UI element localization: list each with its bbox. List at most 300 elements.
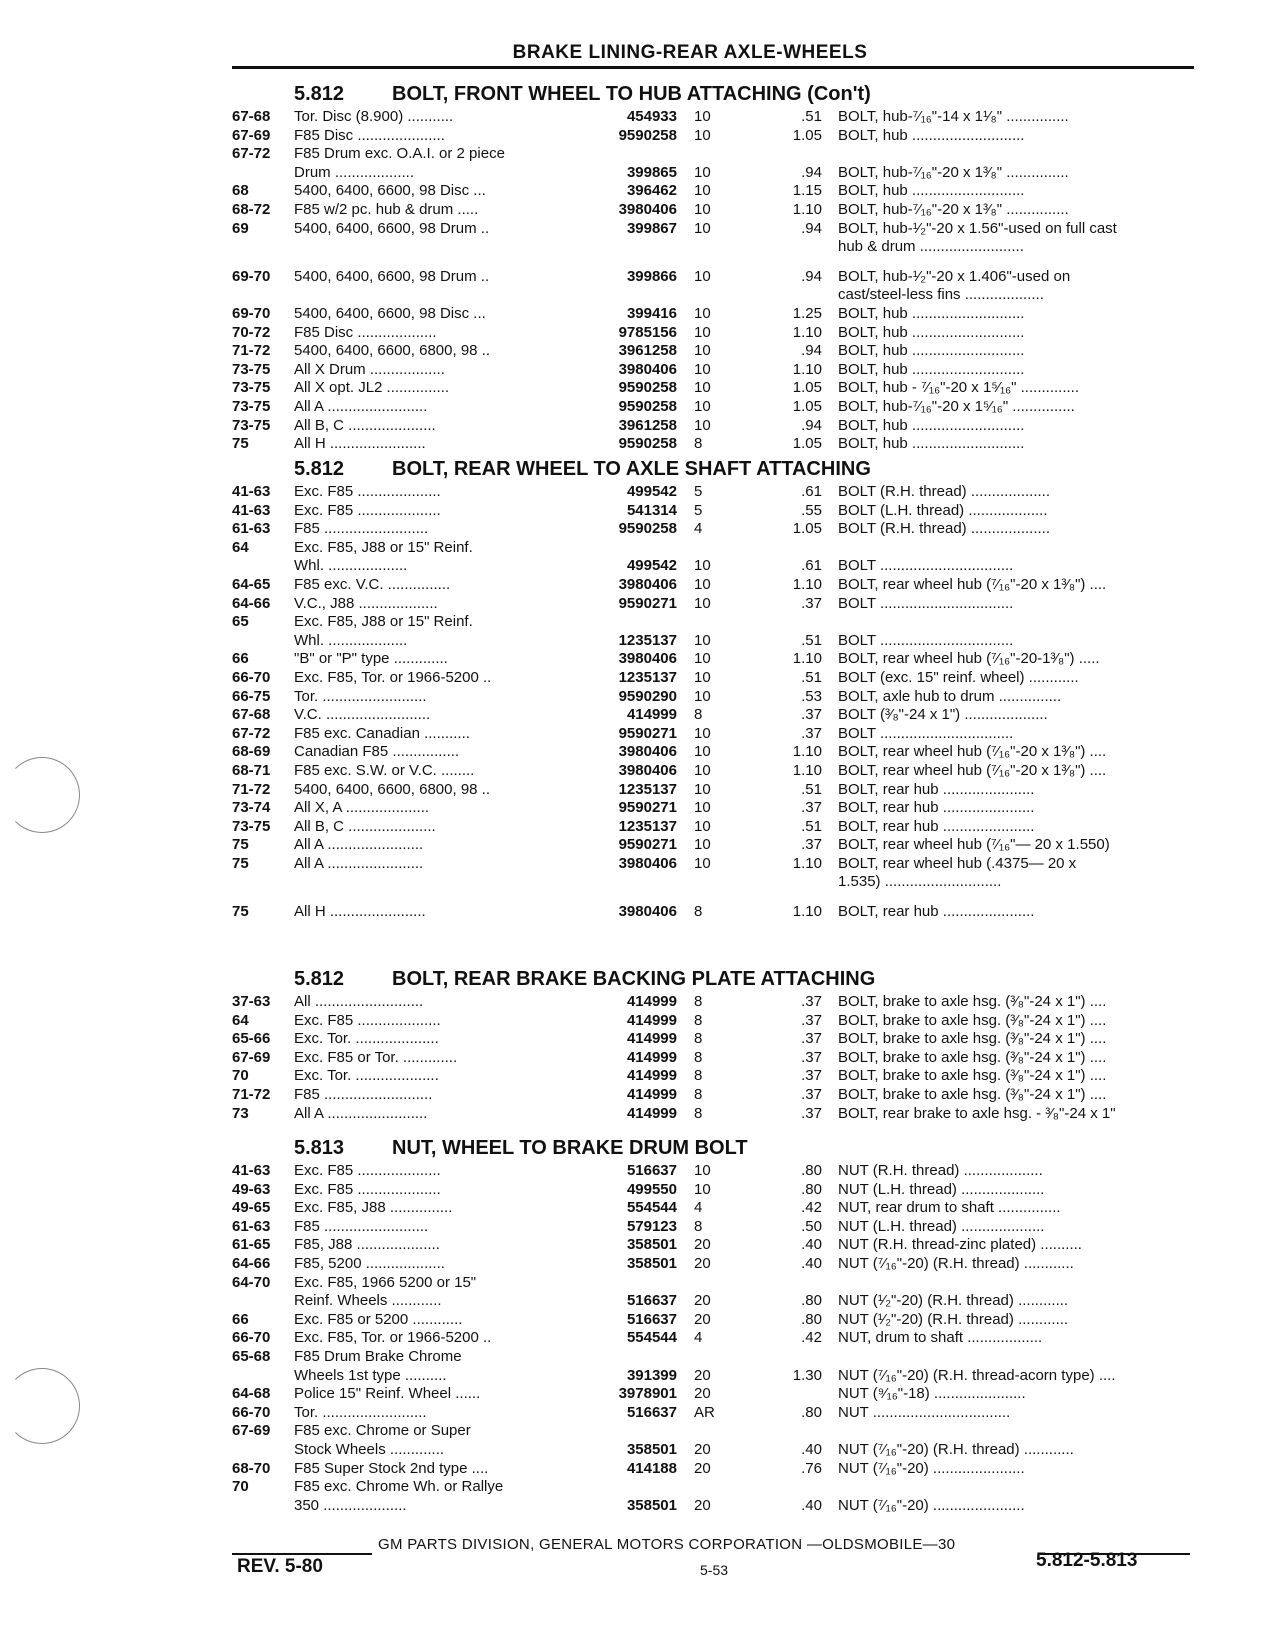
description-cell: BOLT, rear wheel hub (⁷⁄₁₆"-20 x 1³⁄₈") .... <box>838 743 1107 761</box>
part-number-cell: 399416 <box>626 304 677 322</box>
table-row <box>232 1105 1192 1124</box>
model-cell: Exc. Tor. .................... <box>294 1067 439 1085</box>
model-cell: All B, C ..................... <box>294 416 436 434</box>
year-cell: 67-69 <box>232 1048 271 1066</box>
table-row <box>232 1030 1192 1049</box>
year-cell: 41-63 <box>232 1162 271 1179</box>
description-cell: BOLT, hub ........................... <box>838 435 1025 453</box>
model-cell: F85 ......................... <box>294 520 429 538</box>
price-cell: .40 <box>801 1236 822 1254</box>
year-cell: 73-74 <box>232 799 271 817</box>
section-heading <box>232 1134 1192 1162</box>
price-cell: 1.30 <box>792 1366 822 1384</box>
description-cell: BOLT, brake to axle hsg. (³⁄₈"-24 x 1") .... <box>838 1030 1107 1048</box>
description-cell: BOLT, hub ........................... <box>838 416 1025 434</box>
description-cell: BOLT ................................ <box>838 724 1014 742</box>
year-cell: 68-71 <box>232 761 271 779</box>
table-row <box>232 182 1192 201</box>
model-cell: Exc. F85, J88 or 15" Reinf. <box>294 538 473 556</box>
table-row <box>232 1199 1192 1218</box>
price-cell: .37 <box>801 1067 822 1085</box>
price-cell: .37 <box>801 1104 822 1122</box>
description-cell: BOLT, axle hub to drum ............... <box>838 687 1062 705</box>
model-cell: 350 .................... <box>294 1496 407 1514</box>
year-cell: 69-70 <box>232 267 271 285</box>
year-cell: 64 <box>232 1011 249 1029</box>
year-cell: 73-75 <box>232 416 271 434</box>
table-row <box>232 743 1192 762</box>
part-number-cell: 9590290 <box>618 687 677 705</box>
table-row <box>232 127 1192 146</box>
punch-hole-mark <box>4 757 80 833</box>
description-cell: BOLT, hub ........................... <box>838 323 1025 341</box>
description-cell: BOLT, hub-⁷⁄₁₆"-14 x 1¹⁄₈" ............... <box>838 108 1069 125</box>
quantity-cell: 8 <box>694 1030 703 1048</box>
year-cell: 69 <box>232 219 249 237</box>
year-cell: 66-70 <box>232 1329 271 1347</box>
year-cell: 75 <box>232 903 249 921</box>
part-number-cell: 1235137 <box>618 817 677 835</box>
table-row <box>232 1086 1192 1105</box>
price-cell: .42 <box>801 1329 822 1347</box>
model-cell: Exc. F85 .................... <box>294 1162 441 1179</box>
section-heading <box>232 965 1192 993</box>
quantity-cell: 5 <box>694 483 703 500</box>
model-cell: F85 Drum Brake Chrome <box>294 1347 462 1365</box>
year-cell: 65-66 <box>232 1030 271 1048</box>
quantity-cell: 10 <box>694 108 711 125</box>
quantity-cell: 10 <box>694 1162 711 1179</box>
description-cell: NUT, drum to shaft .................. <box>838 1329 1043 1347</box>
section-title: BOLT, FRONT WHEEL TO HUB ATTACHING (Con't) <box>392 83 871 105</box>
year-cell: 61-63 <box>232 1217 271 1235</box>
quantity-cell: 10 <box>694 323 711 341</box>
model-cell: Exc. F85 or 5200 ............ <box>294 1310 463 1328</box>
part-number-cell: 358501 <box>626 1254 677 1272</box>
price-cell: 1.05 <box>792 520 822 538</box>
description-cell: BOLT ................................ <box>838 594 1014 612</box>
part-number-cell: 358501 <box>626 1236 677 1254</box>
section-wheel-nut <box>232 1134 1192 1515</box>
price-cell: .94 <box>801 267 822 285</box>
quantity-cell: 8 <box>694 1104 703 1122</box>
model-cell: Exc. F85, Tor. or 1966-5200 .. <box>294 1329 492 1347</box>
price-cell: .80 <box>801 1162 822 1179</box>
section-heading <box>232 80 1192 108</box>
quantity-cell: 10 <box>694 817 711 835</box>
quantity-cell: 10 <box>694 724 711 742</box>
year-cell: 73-75 <box>232 817 271 835</box>
table-row <box>232 632 1192 651</box>
table-row <box>232 520 1192 539</box>
table-row <box>232 502 1192 521</box>
description-cell: BOLT, hub ........................... <box>838 126 1025 144</box>
price-cell: .37 <box>801 1048 822 1066</box>
price-cell: 1.10 <box>792 360 822 378</box>
description-cell: BOLT, hub - ⁷⁄₁₆"-20 x 1⁵⁄₁₆" .............. <box>838 379 1079 397</box>
price-cell: .80 <box>801 1292 822 1310</box>
price-cell: .94 <box>801 163 822 181</box>
year-cell: 75 <box>232 854 249 872</box>
year-cell: 64-66 <box>232 594 271 612</box>
year-cell: 68 <box>232 182 249 200</box>
table-row <box>232 1236 1192 1255</box>
model-cell: Stock Wheels ............. <box>294 1440 445 1458</box>
part-number-cell: 1235137 <box>618 668 677 686</box>
description-cell: NUT (L.H. thread) .................... <box>838 1217 1045 1235</box>
quantity-cell: 10 <box>694 836 711 854</box>
quantity-cell: 8 <box>694 1217 703 1235</box>
part-number-cell: 414999 <box>626 706 677 724</box>
description-cell: BOLT (³⁄₈"-24 x 1") .................... <box>838 706 1048 724</box>
price-cell: 1.25 <box>792 304 822 322</box>
table-row <box>232 145 1192 164</box>
model-cell: "B" or "P" type ............. <box>294 650 448 668</box>
description-cell: NUT ................................. <box>838 1403 1011 1421</box>
section-front-wheel-bolt <box>232 80 1192 454</box>
part-number-cell: 1235137 <box>618 631 677 649</box>
model-cell: Police 15" Reinf. Wheel ...... <box>294 1385 481 1403</box>
description-cell: 1.535) ............................ <box>838 873 1002 891</box>
year-cell: 64-66 <box>232 1254 271 1272</box>
description-cell: NUT, rear drum to shaft ............... <box>838 1199 1061 1217</box>
year-cell: 67-69 <box>232 1422 271 1440</box>
year-cell: 67-69 <box>232 126 271 144</box>
description-cell: BOLT, rear hub ...................... <box>838 817 1035 835</box>
year-cell: 70-72 <box>232 323 271 341</box>
part-number-cell: 454933 <box>626 108 677 125</box>
model-cell: Tor. ......................... <box>294 687 427 705</box>
price-cell: .50 <box>801 1217 822 1235</box>
model-cell: Tor. Disc (8.900) ........... <box>294 108 454 125</box>
section-title: BOLT, REAR WHEEL TO AXLE SHAFT ATTACHING <box>392 458 871 480</box>
description-cell: BOLT ................................ <box>838 631 1014 649</box>
table-row <box>232 286 1192 305</box>
price-cell: .40 <box>801 1496 822 1514</box>
price-cell: 1.10 <box>792 743 822 761</box>
table-row <box>232 361 1192 380</box>
part-number-cell: 516637 <box>626 1162 677 1179</box>
description-cell: BOLT, rear wheel hub (⁷⁄₁₆"-20 x 1³⁄₈") .... <box>838 761 1107 779</box>
table-row <box>232 1367 1192 1386</box>
description-cell: NUT (⁷⁄₁₆"-20) (R.H. thread) ............ <box>838 1254 1074 1272</box>
quantity-cell: 20 <box>694 1254 711 1272</box>
year-cell: 73-75 <box>232 397 271 415</box>
year-cell: 67-68 <box>232 108 271 125</box>
section-number: 5.813 <box>294 1137 345 1159</box>
table-row <box>232 1292 1192 1311</box>
quantity-cell: 20 <box>694 1236 711 1254</box>
part-number-cell: 516637 <box>626 1310 677 1328</box>
table-row <box>232 576 1192 595</box>
quantity-cell: 10 <box>694 575 711 593</box>
price-cell: .53 <box>801 687 822 705</box>
part-number-cell: 414999 <box>626 1030 677 1048</box>
part-number-cell: 9785156 <box>618 323 677 341</box>
description-cell: BOLT, brake to axle hsg. (³⁄₈"-24 x 1") .... <box>838 1067 1107 1085</box>
footer-rule-left <box>232 1553 372 1555</box>
part-number-cell: 399865 <box>626 163 677 181</box>
quantity-cell: 10 <box>694 780 711 798</box>
price-cell: .61 <box>801 557 822 575</box>
section-heading <box>232 455 1192 483</box>
table-row <box>232 1012 1192 1031</box>
quantity-cell: 10 <box>694 360 711 378</box>
part-number-cell: 3980406 <box>618 650 677 668</box>
description-cell: NUT (⁹⁄₁₆"-18) ...................... <box>838 1385 1026 1403</box>
model-cell: Exc. F85, Tor. or 1966-5200 .. <box>294 668 492 686</box>
model-cell: Canadian F85 ................ <box>294 743 460 761</box>
price-cell: .40 <box>801 1440 822 1458</box>
year-cell: 65 <box>232 613 249 631</box>
price-cell: .80 <box>801 1180 822 1198</box>
model-cell: All X Drum .................. <box>294 360 445 378</box>
table-row <box>232 1162 1192 1181</box>
model-cell: V.C. ......................... <box>294 706 431 724</box>
model-cell: Exc. Tor. .................... <box>294 1030 439 1048</box>
part-number-cell: 516637 <box>626 1292 677 1310</box>
table-row <box>232 417 1192 436</box>
quantity-cell: 20 <box>694 1292 711 1310</box>
price-cell: .37 <box>801 836 822 854</box>
quantity-cell: 10 <box>694 200 711 218</box>
model-cell: 5400, 6400, 6600, 6800, 98 .. <box>294 780 491 798</box>
price-cell: .51 <box>801 668 822 686</box>
table-row <box>232 342 1192 361</box>
part-number-cell: 399867 <box>626 219 677 237</box>
description-cell: BOLT, hub-¹⁄₂"-20 x 1.406"-used on <box>838 267 1071 285</box>
part-number-cell: 499550 <box>626 1180 677 1198</box>
price-cell: .42 <box>801 1199 822 1217</box>
year-cell: 68-69 <box>232 743 271 761</box>
section-number: 5.812 <box>294 83 345 105</box>
price-cell: 1.05 <box>792 126 822 144</box>
part-number-cell: 579123 <box>626 1217 677 1235</box>
part-number-cell: 391399 <box>626 1366 677 1384</box>
part-number-cell: 3980406 <box>618 903 677 921</box>
year-cell: 75 <box>232 836 249 854</box>
quantity-cell: 10 <box>694 416 711 434</box>
year-cell: 66 <box>232 650 249 668</box>
table-row <box>232 1067 1192 1086</box>
table-row <box>232 818 1192 837</box>
table-row <box>232 706 1192 725</box>
price-cell: 1.05 <box>792 397 822 415</box>
quantity-cell: 8 <box>694 1085 703 1103</box>
table-row <box>232 305 1192 324</box>
model-cell: All B, C ..................... <box>294 817 436 835</box>
part-number-cell: 414999 <box>626 1104 677 1122</box>
year-cell: 67-72 <box>232 724 271 742</box>
price-cell: 1.10 <box>792 323 822 341</box>
price-cell: 1.15 <box>792 182 822 200</box>
quantity-cell: 10 <box>694 163 711 181</box>
price-cell: 1.10 <box>792 575 822 593</box>
quantity-cell: 20 <box>694 1366 711 1384</box>
table-row <box>232 1441 1192 1460</box>
table-row <box>232 1218 1192 1237</box>
table-row <box>232 1404 1192 1423</box>
part-number-cell: 3980406 <box>618 854 677 872</box>
quantity-cell: 10 <box>694 304 711 322</box>
part-number-cell: 414999 <box>626 1067 677 1085</box>
price-cell: 1.10 <box>792 854 822 872</box>
section-backing-plate-bolt <box>232 965 1192 1123</box>
quantity-cell: 10 <box>694 182 711 200</box>
quantity-cell: 4 <box>694 520 703 538</box>
model-cell: Exc. F85 .................... <box>294 483 441 500</box>
model-cell: Whl. ................... <box>294 557 408 575</box>
quantity-cell: 10 <box>694 743 711 761</box>
year-cell: 73-75 <box>232 379 271 397</box>
description-cell: BOLT, hub-¹⁄₂"-20 x 1.56"-used on full cast <box>838 219 1117 237</box>
price-cell: 1.10 <box>792 650 822 668</box>
table-row <box>232 836 1192 855</box>
quantity-cell: 20 <box>694 1459 711 1477</box>
price-cell: .37 <box>801 1030 822 1048</box>
year-cell: 49-63 <box>232 1180 271 1198</box>
model-cell: All A ........................ <box>294 397 428 415</box>
quantity-cell: 8 <box>694 706 703 724</box>
model-cell: All X opt. JL2 ............... <box>294 379 450 397</box>
table-row <box>232 164 1192 183</box>
model-cell: V.C., J88 ................... <box>294 594 438 612</box>
price-cell: .37 <box>801 706 822 724</box>
price-cell: .55 <box>801 501 822 519</box>
table-row <box>232 1274 1192 1293</box>
model-cell: 5400, 6400, 6600, 98 Disc ... <box>294 182 486 200</box>
year-cell: 37-63 <box>232 993 271 1010</box>
description-cell: BOLT, hub-⁷⁄₁₆"-20 x 1³⁄₈" ............... <box>838 200 1069 218</box>
part-number-cell: 3961258 <box>618 416 677 434</box>
part-number-cell: 414999 <box>626 993 677 1010</box>
year-cell: 66-70 <box>232 1403 271 1421</box>
model-cell: F85 Disc ................... <box>294 323 437 341</box>
model-cell: F85 ......................... <box>294 1217 429 1235</box>
price-cell: 1.10 <box>792 761 822 779</box>
model-cell: Exc. F85, 1966 5200 or 15" <box>294 1273 477 1291</box>
part-number-cell: 9590258 <box>618 126 677 144</box>
year-cell: 75 <box>232 435 249 453</box>
model-cell: Exc. F85, J88 ............... <box>294 1199 453 1217</box>
price-cell: .61 <box>801 483 822 500</box>
table-row <box>232 1311 1192 1330</box>
price-cell: .37 <box>801 993 822 1010</box>
description-cell: BOLT, brake to axle hsg. (³⁄₈"-24 x 1") .... <box>838 1011 1107 1029</box>
table-row <box>232 799 1192 818</box>
footer-section-range: 5.812-5.813 <box>1036 1550 1138 1571</box>
model-cell: F85 Disc ..................... <box>294 126 445 144</box>
part-number-cell: 554544 <box>626 1329 677 1347</box>
year-cell: 70 <box>232 1067 249 1085</box>
table-row <box>232 201 1192 220</box>
part-number-cell: 499542 <box>626 483 677 500</box>
description-cell: BOLT, rear wheel hub (.4375— 20 x <box>838 854 1077 872</box>
model-cell: All A ........................ <box>294 1104 428 1122</box>
model-cell: Exc. F85 .................... <box>294 1011 441 1029</box>
price-cell: 1.10 <box>792 200 822 218</box>
quantity-cell: 10 <box>694 650 711 668</box>
year-cell: 65-68 <box>232 1347 271 1365</box>
model-cell: All A ....................... <box>294 836 424 854</box>
part-number-cell: 516637 <box>626 1403 677 1421</box>
model-cell: Exc. F85 .................... <box>294 501 441 519</box>
model-cell: F85 Drum exc. O.A.I. or 2 piece <box>294 145 505 163</box>
part-number-cell: 9590271 <box>618 836 677 854</box>
model-cell: F85 exc. V.C. ............... <box>294 575 451 593</box>
price-cell: .37 <box>801 594 822 612</box>
year-cell: 64 <box>232 538 249 556</box>
quantity-cell: 8 <box>694 1048 703 1066</box>
part-number-cell: 414999 <box>626 1011 677 1029</box>
footer-page-number: 5-53 <box>700 1562 729 1578</box>
description-cell: BOLT, brake to axle hsg. (³⁄₈"-24 x 1") .... <box>838 993 1107 1010</box>
table-row <box>232 781 1192 800</box>
table-row <box>232 1255 1192 1274</box>
model-cell: F85 .......................... <box>294 1085 433 1103</box>
quantity-cell: 10 <box>694 668 711 686</box>
section-number: 5.812 <box>294 458 345 480</box>
price-cell: .51 <box>801 817 822 835</box>
price-cell: .51 <box>801 108 822 125</box>
quantity-cell: 10 <box>694 219 711 237</box>
year-cell: 64-65 <box>232 575 271 593</box>
part-number-cell: 396462 <box>626 182 677 200</box>
part-number-cell: 9590271 <box>618 799 677 817</box>
part-number-cell: 3978901 <box>618 1385 677 1403</box>
table-row <box>232 398 1192 417</box>
year-cell: 66-75 <box>232 687 271 705</box>
table-row <box>232 1348 1192 1367</box>
table-row <box>232 1385 1192 1404</box>
part-number-cell: 358501 <box>626 1496 677 1514</box>
model-cell: All H ....................... <box>294 435 426 453</box>
model-cell: F85, J88 .................... <box>294 1236 440 1254</box>
section-number: 5.812 <box>294 968 345 990</box>
part-number-cell: 9590258 <box>618 397 677 415</box>
table-row <box>232 1181 1192 1200</box>
description-cell: NUT (L.H. thread) .................... <box>838 1180 1045 1198</box>
model-cell: Exc. F85 .................... <box>294 1180 441 1198</box>
part-number-cell: 3980406 <box>618 761 677 779</box>
part-number-cell: 1235137 <box>618 780 677 798</box>
model-cell: 5400, 6400, 6600, 98 Disc ... <box>294 304 486 322</box>
quantity-cell: AR <box>694 1403 715 1421</box>
quantity-cell: 8 <box>694 903 703 921</box>
punch-hole-mark <box>4 1368 80 1444</box>
table-row <box>232 613 1192 632</box>
model-cell: Exc. F85 or Tor. ............. <box>294 1048 458 1066</box>
year-cell: 66-70 <box>232 668 271 686</box>
year-cell: 69-70 <box>232 304 271 322</box>
section-title: NUT, WHEEL TO BRAKE DRUM BOLT <box>392 1137 748 1159</box>
price-cell: 1.10 <box>792 903 822 921</box>
quantity-cell: 10 <box>694 126 711 144</box>
year-cell: 41-63 <box>232 501 271 519</box>
model-cell: F85, 5200 ................... <box>294 1254 445 1272</box>
table-row <box>232 324 1192 343</box>
quantity-cell: 20 <box>694 1440 711 1458</box>
description-cell: BOLT, hub ........................... <box>838 342 1025 360</box>
part-number-cell: 414999 <box>626 1085 677 1103</box>
table-row <box>232 762 1192 781</box>
year-cell: 64-70 <box>232 1273 271 1291</box>
price-cell: .94 <box>801 416 822 434</box>
quantity-cell: 10 <box>694 1180 711 1198</box>
part-number-cell: 499542 <box>626 557 677 575</box>
table-row <box>232 268 1192 287</box>
quantity-cell: 4 <box>694 1199 703 1217</box>
